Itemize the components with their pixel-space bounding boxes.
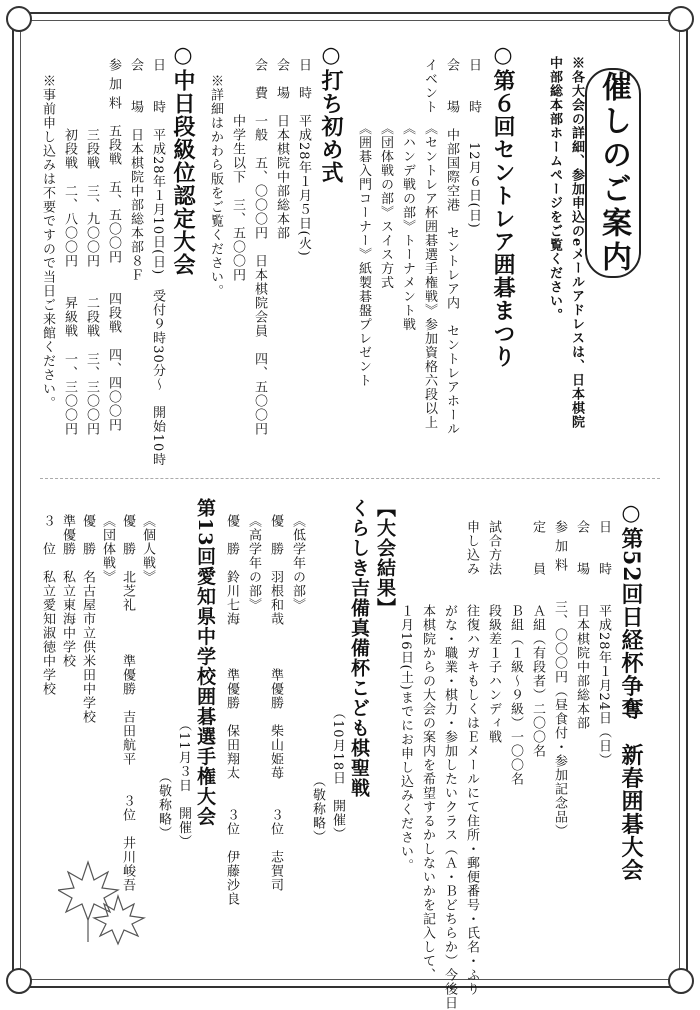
centrair-line: イベント 《セントレア杯囲碁選手権戦》参加資格六段以上 — [422, 58, 437, 430]
notice-line: ※各大会の詳細、参加申込のeメールアドレスは、日本棋院 — [569, 56, 584, 430]
kurashiki-line: 《低学年の部》 — [290, 514, 305, 612]
dankyu-line: 初段戦 二、八〇〇円 昇級戦 一、三〇〇円 — [62, 58, 77, 436]
nikkei-line: 定 員 Ａ組（有段者）二〇〇名 — [530, 520, 545, 758]
page-title-box — [585, 68, 641, 278]
uchizome-line: 会 場 日本棋院中部総本部 — [274, 58, 289, 240]
nikkei-line: 試合方法 段級差１子ハンディ戦 — [486, 520, 501, 744]
kurashiki-line: 優 勝 羽根和哉 準優勝 柴山姫苺 ３位 志賀司 — [268, 514, 283, 892]
dankyu-line: 日 時 平成28年１月10日(日) 受付９時30分～ 開始10時 — [150, 58, 165, 467]
dankyu-line: 参 加 料 五段戦 五、五〇〇円 四段戦 四、四〇〇円 — [106, 58, 121, 433]
aichi-line: 優 勝 北芝礼 準優勝 吉田航平 ３位 井川峻吾 — [120, 514, 135, 892]
aichi-line: 準優勝 私立東海中学校 — [60, 514, 75, 668]
nikkei-line: 会 場 日本棋院中部総本部 — [574, 520, 589, 730]
notice-line: 中部総本部ホームページをご覧ください。 — [547, 56, 562, 322]
page-title: 催しのご案内 — [596, 71, 631, 275]
aichi-line: 《団体戦》 — [100, 514, 115, 584]
corner-ornament — [668, 6, 694, 32]
nikkei-heading: ○第52回日経杯争奪 新春囲碁大会 — [618, 500, 644, 882]
uchizome-line: 会 費 一般 五、〇〇〇円 日本棋院会員 四、五〇〇円 — [252, 58, 267, 436]
corner-ornament — [6, 6, 32, 32]
aichi-line: 優 勝 名古屋市立供米田中学校 — [80, 514, 95, 724]
nikkei-line: 申し込み 往復ハガキもしくはＥメールにて住所・郵便番号・氏名・ふり — [464, 520, 479, 996]
aichi-note: （敬称略） — [156, 770, 171, 840]
dankyu-line: 会 場 日本棋院中部総本部８Ｆ — [128, 58, 143, 282]
aichi-line: ３ 位 私立愛知淑徳中学校 — [40, 514, 55, 696]
uchizome-note: ※詳細はかわら版をご覧ください。 — [208, 74, 223, 298]
dankyu-heading: ○中日段級位認定大会 — [170, 42, 196, 276]
uchizome-line: 日 時 平成28年１月５日(火) — [296, 58, 311, 257]
centrair-line: 《ハンデ戦の部》トーナメント戦 — [400, 58, 415, 332]
kurashiki-heading: くらしき吉備真備杯こども棋聖戦 — [348, 498, 370, 798]
nikkei-line: Ｂ組（１級～９級）一〇〇名 — [508, 520, 523, 786]
kurashiki-line: 優 勝 鈴川七海 準優勝 保田翔太 ３位 伊藤沙良 — [224, 514, 239, 906]
corner-ornament — [6, 968, 32, 994]
results-label: 【大会結果】 — [374, 498, 396, 618]
centrair-line: 《団体戦の部》スイス方式 — [378, 58, 393, 290]
nikkei-line: 日 時 平成28年１月24日（日） — [596, 520, 611, 768]
maple-leaf-icon — [58, 852, 148, 962]
dankyu-note: ※事前申し込みは不要ですので当日ご来館ください。 — [40, 74, 55, 410]
nikkei-line: 本棋院からの大会の案内を希望するかしないかを記入して、 — [420, 520, 435, 982]
kurashiki-note: （敬称略） — [310, 774, 325, 844]
section-divider — [40, 478, 660, 479]
nikkei-line: 参 加 料 三、〇〇〇円（昼食付・参加記念品） — [552, 520, 567, 839]
centrair-heading: ○第６回セントレア囲碁まつり — [490, 42, 516, 368]
nikkei-line: １月16日(土)までにお申し込みください。 — [398, 520, 413, 873]
centrair-line: 会 場 中部国際空港 セントレア内 セントレアホール — [444, 58, 459, 436]
centrair-line: 日 時 12月６日(日) — [466, 58, 481, 229]
uchizome-heading: ○打ち初め式 — [318, 42, 344, 184]
aichi-line: 《個人戦》 — [140, 514, 155, 584]
corner-ornament — [668, 968, 694, 994]
nikkei-line: がな・職業・棋力・参加したいクラス（Ａ・Ｂどちらか）今後日 — [442, 520, 457, 1010]
kurashiki-date: （10月18日 開催） — [330, 706, 345, 842]
dankyu-line: 三段戦 三、九〇〇円 二段戦 三、三〇〇円 — [84, 58, 99, 436]
aichi-date: （11月３日 開催） — [176, 718, 191, 849]
aichi-heading: 第13回愛知県中学校囲碁選手権大会 — [194, 498, 216, 827]
centrair-line: 《囲碁入門コーナー》紙製碁盤プレゼント — [356, 58, 371, 388]
uchizome-line: 中学生以下 三、五〇〇円 — [230, 58, 245, 282]
kurashiki-line: 《高学年の部》 — [246, 514, 261, 612]
